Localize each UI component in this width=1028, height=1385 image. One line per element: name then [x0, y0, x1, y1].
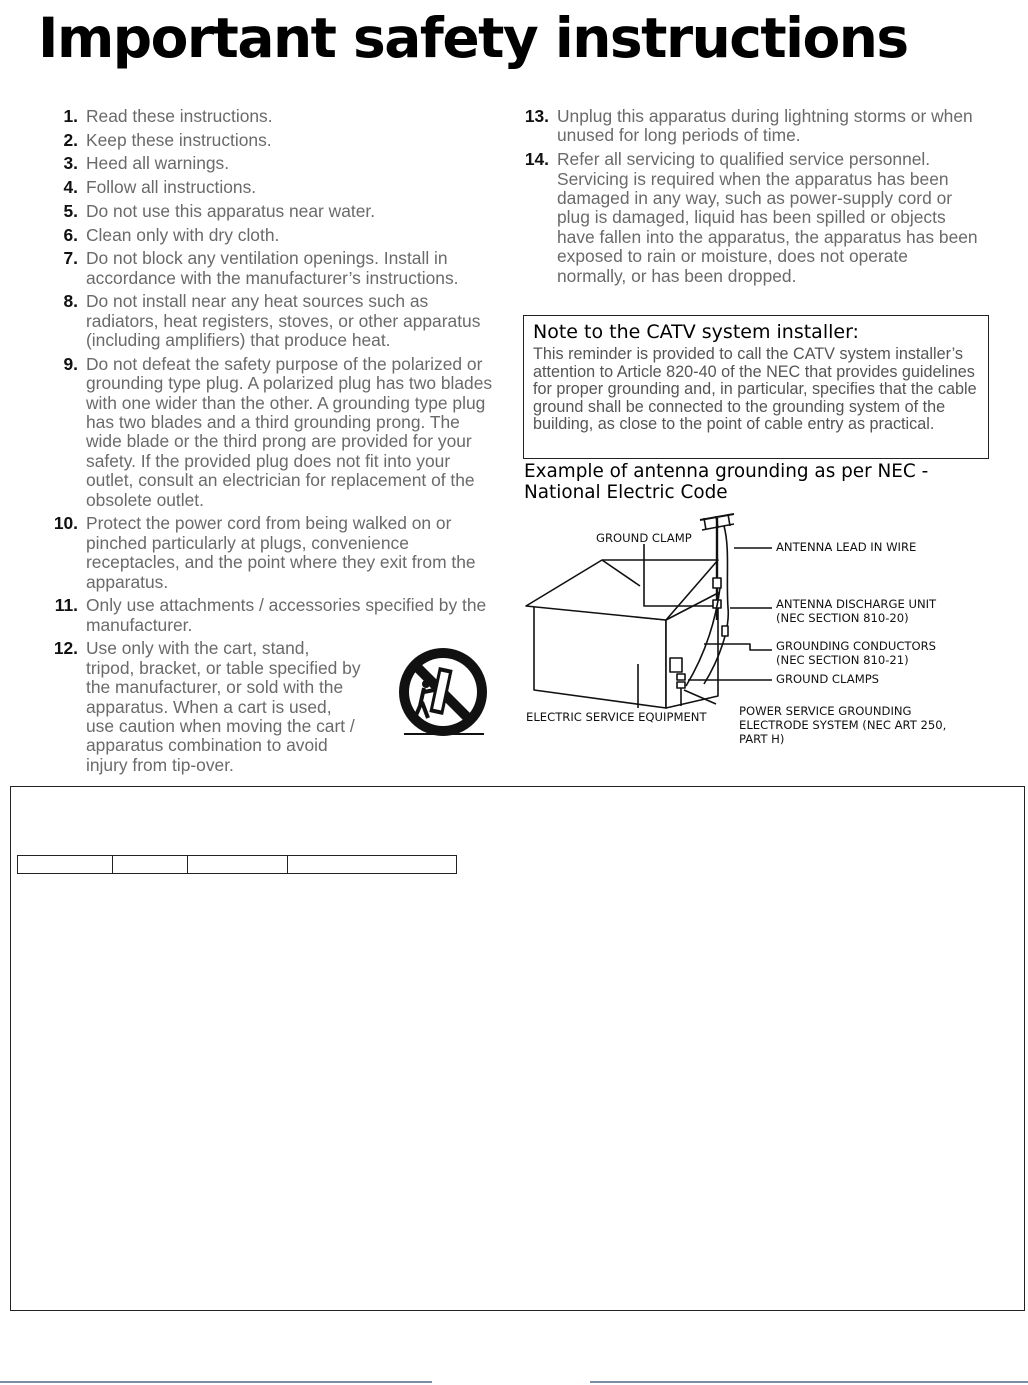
- instruction-text: Protect the power cord from being walked on or pinched particularly at plugs, convenience receptacles, and the point where they exit from the apparatus.: [86, 513, 476, 592]
- instruction-text: Keep these instructions.: [86, 129, 272, 150]
- instruction-number: 7.: [63, 248, 78, 269]
- instruction-item: [52, 154, 498, 173]
- instruction-number: 8.: [63, 291, 78, 312]
- label-ground-clamps: GROUND CLAMPS: [776, 672, 880, 686]
- cart-tip-over-warning-icon: [396, 646, 490, 742]
- table-cell: [288, 856, 457, 874]
- instruction-item: [52, 355, 498, 510]
- footer-rule-left: [0, 1381, 432, 1383]
- instruction-item: [52, 292, 498, 350]
- instruction-item: [523, 150, 978, 286]
- instruction-text: Clean only with dry cloth.: [86, 224, 280, 245]
- instruction-number: 1.: [63, 106, 78, 126]
- instruction-number: 14.: [524, 149, 549, 170]
- instruction-number: 4.: [63, 177, 78, 198]
- label-power-service-electrode: ELECTRODE SYSTEM (NEC ART 250,: [739, 718, 947, 732]
- table-cell: [188, 856, 288, 874]
- instruction-text: Refer all servicing to qualified service personnel. Servicing is required when the apparatus has been damaged in any way, such as power-supply cord or plug is damaged, liquid has been spilled or objects have fallen into the apparatus, the apparatus has been exposed to rain or moisture, does not operate normally, or has been dropped.: [557, 149, 978, 286]
- instruction-item: [52, 178, 498, 197]
- instruction-item: [52, 226, 498, 245]
- catv-note-heading: Note to the CATV system installer:: [533, 321, 859, 343]
- instruction-text: Use only with the cart, stand, tripod, bracket, or table specified by the manufacturer, or sold with the apparatus. When a cart is used, use caution when moving the cart / apparatus combination to avoid injury from tip-over.: [86, 638, 361, 775]
- instruction-number: 3.: [63, 153, 78, 174]
- label-ground-clamp: GROUND CLAMP: [596, 531, 692, 545]
- instruction-number: 2.: [63, 129, 78, 150]
- instruction-number: 9.: [63, 353, 78, 374]
- instruction-text: Heed all warnings.: [86, 153, 230, 174]
- blank-bordered-panel: [10, 786, 1025, 1311]
- page-title: Important safety instructions: [38, 6, 908, 70]
- instruction-number: 11.: [54, 595, 78, 616]
- grounding-heading-line2: National Electric Code: [524, 482, 728, 503]
- instruction-item: [523, 107, 978, 146]
- label-discharge-unit: ANTENNA DISCHARGE UNIT: [776, 597, 937, 611]
- instruction-text: Only use attachments / accessories specified by the manufacturer.: [86, 595, 487, 635]
- instruction-item: [52, 249, 498, 288]
- blank-table: [17, 855, 457, 874]
- instruction-number: 12.: [53, 638, 78, 659]
- instruction-item: [52, 202, 498, 221]
- instruction-text: Do not defeat the safety purpose of the polarized or grounding type plug. A polarized plug has two blades with one wider than the other. A grounding type plug has two blades and a third grounding prong. The wide blade or the third prong are provided for your safety. If the provided plug does not fit into your outlet, consult an electrician for replacement of the obsolete outlet.: [86, 353, 493, 510]
- catv-note-body: This reminder is provided to call the CATV system installer’s attention to Article 820-40 of the NEC that provides guidelines for proper grounding and, in particular, specifies that the cable ground shall be connected to the grounding system of the building, as close to the point of cable entry as practical.: [533, 345, 977, 434]
- label-electric-service: ELECTRIC SERVICE EQUIPMENT: [526, 710, 707, 724]
- instruction-text: Read these instructions.: [86, 106, 273, 126]
- instruction-item: [52, 514, 498, 592]
- table-row: [18, 856, 457, 874]
- instruction-item: [52, 107, 498, 126]
- label-grounding-conductors-section: (NEC SECTION 810-21): [776, 653, 909, 667]
- instruction-text: Do not install near any heat sources such as radiators, heat registers, stoves, or other apparatus (including amplifiers) that produce heat.: [86, 291, 481, 351]
- antenna-grounding-diagram: [520, 508, 1000, 758]
- instruction-text: Follow all instructions.: [86, 177, 257, 198]
- label-power-service-part: PART H): [739, 732, 785, 746]
- label-antenna-lead: ANTENNA LEAD IN WIRE: [776, 540, 917, 554]
- instruction-item: [52, 596, 498, 635]
- table-cell: [18, 856, 113, 874]
- grounding-heading-line1: Example of antenna grounding as per NEC -: [524, 461, 929, 482]
- label-power-service: POWER SERVICE GROUNDING: [739, 704, 912, 718]
- instruction-number: 5.: [63, 200, 78, 221]
- footer-rule-right: [590, 1381, 1028, 1383]
- instruction-text: Do not block any ventilation openings. Install in accordance with the manufacturer’s instructions.: [86, 248, 459, 288]
- instruction-number: 10.: [53, 513, 78, 534]
- instruction-number: 13.: [524, 106, 549, 126]
- label-grounding-conductors: GROUNDING CONDUCTORS: [776, 639, 937, 653]
- instruction-number: 6.: [63, 224, 78, 245]
- label-discharge-unit-section: (NEC SECTION 810-20): [776, 611, 909, 625]
- instructions-list-right: [523, 107, 978, 290]
- catv-installer-note: [523, 315, 989, 459]
- table-cell: [113, 856, 188, 874]
- grounding-example-heading: [524, 461, 984, 503]
- instruction-text: Do not use this apparatus near water.: [86, 200, 376, 221]
- instruction-text: Unplug this apparatus during lightning storms or when unused for long periods of time.: [557, 106, 973, 146]
- instruction-item: [52, 131, 498, 150]
